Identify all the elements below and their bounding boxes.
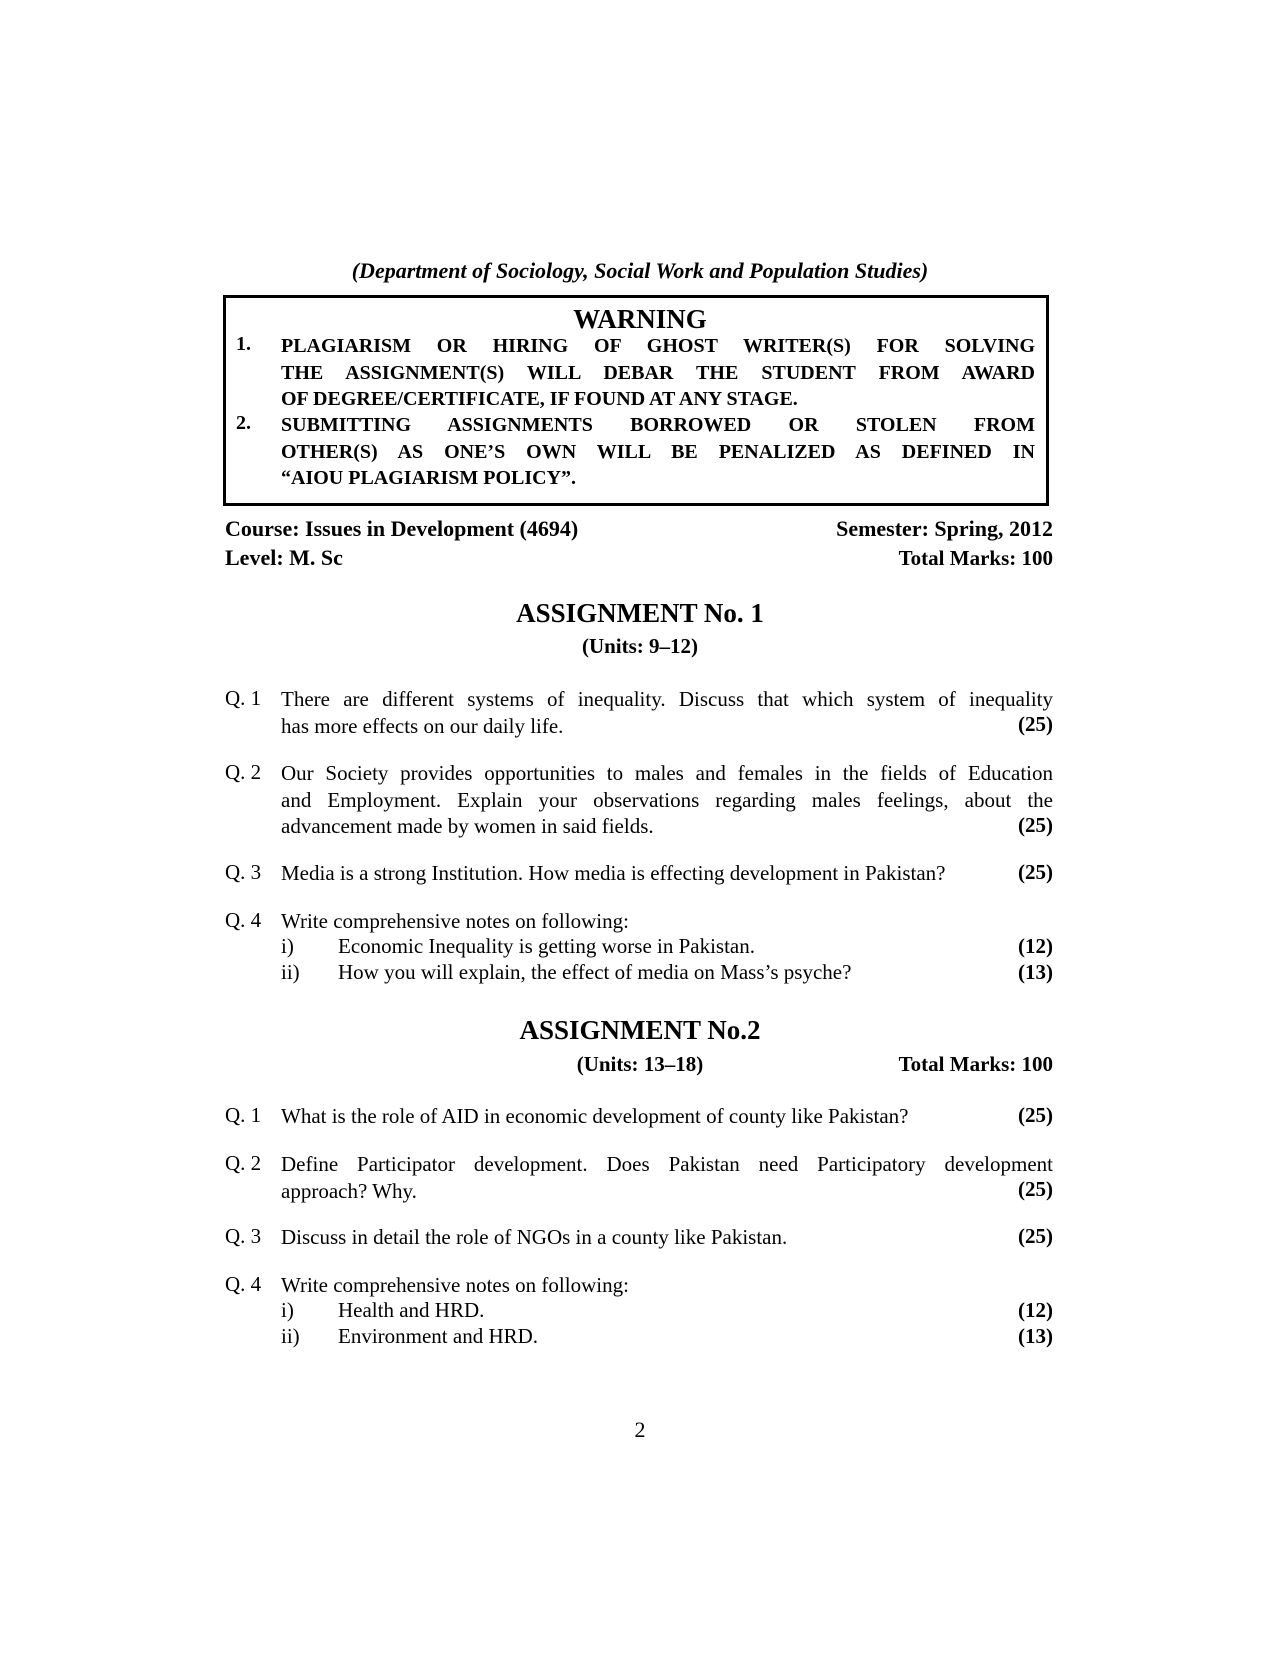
question-label: Q. 1 [225,686,262,710]
question-text [281,1224,971,1251]
warning-line: OF DEGREE/CERTIFICATE, IF FOUND AT ANY STAGE. [281,388,798,410]
question-marks: (25) [1018,813,1053,837]
question-label: Q. 2 [225,760,262,784]
question-marks: (25) [1018,1103,1053,1127]
warning-item-text [281,333,1035,413]
question-marks: (25) [1018,860,1053,884]
question-line: Write comprehensive notes on following: [281,909,629,933]
question-label: Q. 4 [225,908,262,932]
subitem-marks: (12) [1018,934,1053,958]
subitem-label: ii) [281,1324,300,1348]
subitem-marks: (12) [1018,1298,1053,1322]
assignment-2-total-marks: Total Marks: 100 [898,1052,1053,1076]
subitem-marks: (13) [1018,1324,1053,1348]
page-number: 2 [634,1417,646,1442]
question-label: Q. 3 [225,1224,262,1248]
question-label: Q. 2 [225,1151,262,1175]
subitem-label: i) [281,934,294,958]
subitem-label: i) [281,1298,294,1322]
question-marks: (25) [1018,1177,1053,1201]
question-line: approach? Why. [281,1178,417,1203]
question-line: Define Participator development. Does Pakistan need Participatory development [281,1152,1053,1176]
question-line: Our Society provides opportunities to males and females in the fields of Education [281,761,1053,785]
semester: Semester: Spring, 2012 [836,516,1053,541]
subitem-label: ii) [281,960,300,984]
question-marks: (25) [1018,712,1053,736]
question-text [281,1272,1053,1299]
question-line: and Employment. Explain your observations regarding males feelings, about the [281,787,1053,812]
subitem-text: Economic Inequality is getting worse in Pakistan. [338,934,756,958]
question-text [281,1103,971,1130]
assignment-1-title: ASSIGNMENT No. 1 [516,598,764,628]
question-marks: (25) [1018,1224,1053,1248]
question-line: There are different systems of inequality. Discuss that which system of inequality [281,687,1053,711]
warning-item-text [281,412,1035,492]
level: Level: M. Sc [225,545,343,570]
question-line: advancement made by women in said fields. [281,814,654,838]
warning-line: “AIOU PLAGIARISM POLICY”. [281,467,577,489]
question-text [281,686,1053,739]
subitem-text: Health and HRD. [338,1298,485,1322]
total-marks: Total Marks: 100 [898,546,1053,570]
subitem-text: How you will explain, the effect of media on Mass’s psyche? [338,960,852,984]
subitem-marks: (13) [1018,960,1053,984]
question-line: Discuss in detail the role of NGOs in a county like Pakistan. [281,1225,788,1249]
question-label: Q. 3 [225,860,262,884]
question-line: has more effects on our daily life. [281,713,564,738]
question-text [281,908,1053,935]
subitem-text: Environment and HRD. [338,1324,539,1348]
question-text [281,1151,1053,1204]
question-line: What is the role of AID in economic development of county like Pakistan? [281,1104,909,1128]
warning-line: THE ASSIGNMENT(S) WILL DEBAR THE STUDENT FROM AWARD [281,361,1035,384]
question-label: Q. 4 [225,1272,262,1296]
question-label: Q. 1 [225,1103,262,1127]
question-text [281,860,971,887]
warning-line: PLAGIARISM OR HIRING OF GHOST WRITER(S) FOR SOLVING [281,335,1035,357]
warning-line: SUBMITTING ASSIGNMENTS BORROWED OR STOLEN FROM [281,414,1035,436]
course-title: Course: Issues in Development (4694) [225,516,579,541]
warning-title: WARNING [573,304,707,334]
warning-item-number: 2. [236,412,251,434]
warning-line: OTHER(S) AS ONE’S OWN WILL BE PENALIZED AS DEFINED IN [281,440,1035,463]
assignment-2-title: ASSIGNMENT No.2 [519,1015,761,1045]
question-text [281,760,1053,840]
question-line: Write comprehensive notes on following: [281,1273,629,1297]
warning-item-number: 1. [236,333,251,355]
question-line: Media is a strong Institution. How media is effecting development in Pakistan? [281,861,946,885]
department-title: (Department of Sociology, Social Work and Population Studies) [351,258,929,283]
assignment-1-units: (Units: 9–12) [581,634,699,658]
assignment-2-units: (Units: 13–18) [576,1052,704,1076]
